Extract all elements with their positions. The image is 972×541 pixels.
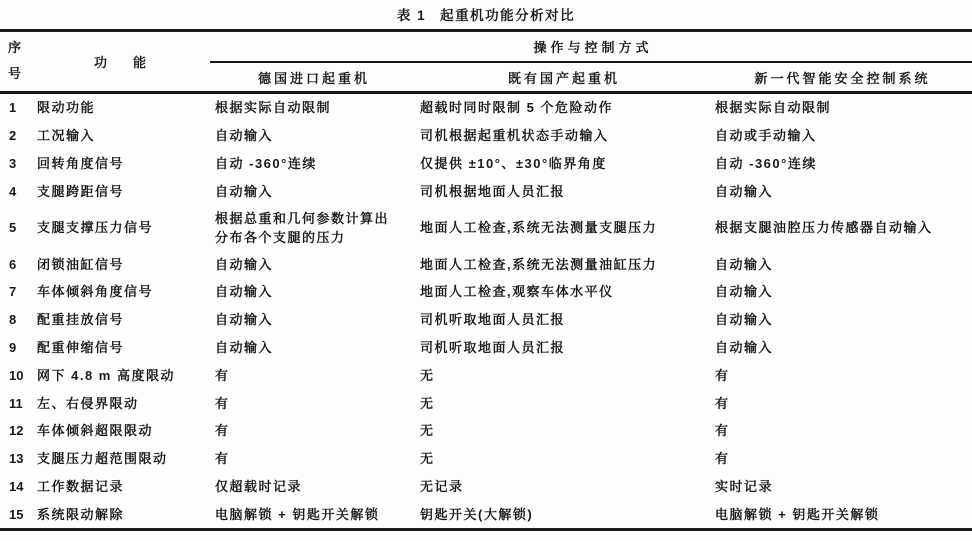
table-header-row: [0, 32, 972, 91]
cell-new-system: 自动输入: [715, 183, 774, 199]
table-row: [0, 500, 972, 528]
table-row: [0, 445, 972, 473]
column-header-domestic-crane: [415, 63, 710, 91]
cell-new-system: 自动输入: [715, 256, 774, 272]
cell-domestic-crane: 司机听取地面人员汇报: [420, 312, 566, 328]
table-row: [0, 334, 972, 362]
cell-seq-number: 6: [9, 256, 17, 272]
cell-function: 支腿压力超范围限动: [37, 451, 168, 467]
cell-german-crane: 电脑解锁 + 钥匙开关解锁: [215, 506, 380, 522]
cell-function: 支腿跨距信号: [37, 183, 125, 199]
column-header-seq: [0, 32, 30, 91]
cell-new-system: 电脑解锁 + 钥匙开关解锁: [715, 506, 880, 522]
table-row: [0, 177, 972, 205]
table-row: [0, 361, 972, 389]
table-row: [0, 150, 972, 178]
table-row: [0, 94, 972, 122]
cell-german-crane: 仅超载时记录: [215, 478, 303, 494]
cell-function: 工况输入: [37, 128, 96, 144]
table-caption-number: 表 1: [396, 8, 427, 23]
cell-domestic-crane: 司机听取地面人员汇报: [420, 339, 566, 355]
cell-domestic-crane: 司机根据起重机状态手动输入: [420, 128, 609, 144]
cell-german-crane: 自动输入: [215, 128, 274, 144]
cell-new-system: 实时记录: [715, 478, 774, 494]
cell-function: 回转角度信号: [37, 155, 125, 171]
cell-german-crane: 自动输入: [215, 284, 274, 300]
column-header-new-system-label: 新一代智能安全控制系统: [754, 70, 931, 86]
cell-function: 车体倾斜超限限动: [37, 423, 154, 439]
cell-function: 支腿支撑压力信号: [37, 220, 154, 236]
cell-new-system: 根据支腿油腔压力传感器自动输入: [715, 220, 933, 236]
cell-domestic-crane: 地面人工检查,观察车体水平仪: [420, 284, 614, 300]
column-group-operation-control: [210, 32, 972, 91]
cell-domestic-crane: 地面人工检查,系统无法测量支腿压力: [420, 220, 658, 236]
table-row: [0, 473, 972, 501]
cell-german-crane: 有: [215, 367, 230, 383]
cell-german-crane: 自动输入: [215, 256, 274, 272]
cell-german-crane: 根据实际自动限制: [215, 100, 332, 116]
cell-function: 系统限动解除: [37, 506, 125, 522]
table-body: [0, 94, 972, 528]
cell-seq-number: 2: [9, 128, 17, 144]
table-caption: [0, 5, 972, 29]
column-header-german-crane-label: 德国进口起重机: [257, 70, 370, 86]
cell-domestic-crane: 无: [420, 395, 435, 411]
cell-new-system: 自动输入: [715, 284, 774, 300]
column-header-german-crane: [210, 63, 415, 91]
cell-seq-number: 3: [9, 155, 17, 171]
cell-seq-number: 12: [9, 423, 24, 439]
cell-function: 左、右侵界限动: [37, 395, 139, 411]
cell-seq-number: 1: [9, 100, 17, 116]
cell-domestic-crane: 无记录: [420, 478, 464, 494]
cell-seq-number: 10: [9, 367, 24, 383]
column-header-function-label: 功能: [93, 55, 172, 70]
cell-domestic-crane: 钥匙开关(大解锁): [420, 506, 534, 522]
cell-function: 网下 4.8 m 高度限动: [37, 367, 175, 383]
column-header-function: [30, 32, 210, 91]
cell-function: 闭锁油缸信号: [37, 256, 125, 272]
table-row: [0, 205, 972, 250]
cell-seq-number: 14: [9, 478, 24, 494]
sub-column-headers: [210, 63, 972, 91]
column-header-domestic-crane-label: 既有国产起重机: [507, 70, 620, 86]
cell-seq-number: 9: [9, 339, 17, 355]
cell-seq-number: 13: [9, 451, 24, 467]
cell-domestic-crane: 无: [420, 423, 435, 439]
table-row: [0, 389, 972, 417]
cell-domestic-crane: 超载时同时限制 5 个危险动作: [420, 100, 613, 116]
cell-german-crane: 自动 -360°连续: [215, 155, 317, 171]
cell-new-system: 自动或手动输入: [715, 128, 817, 144]
cell-domestic-crane: 地面人工检查,系统无法测量油缸压力: [420, 256, 658, 272]
cell-function: 配重挂放信号: [37, 312, 125, 328]
cell-domestic-crane: 司机根据地面人员汇报: [420, 183, 566, 199]
cell-german-crane: 有: [215, 451, 230, 467]
cell-german-crane: 自动输入: [215, 339, 274, 355]
cell-seq-number: 11: [9, 395, 23, 411]
table-bottom-rule: [0, 528, 972, 531]
cell-new-system: 自动 -360°连续: [715, 155, 817, 171]
column-group-title: [210, 32, 972, 61]
table-row: [0, 306, 972, 334]
cell-function: 配重伸缩信号: [37, 339, 125, 355]
cell-new-system: 有: [715, 395, 730, 411]
cell-new-system: 根据实际自动限制: [715, 100, 832, 116]
cell-german-crane: 有: [215, 423, 230, 439]
cell-german-crane: 自动输入: [215, 312, 274, 328]
cell-domestic-crane: 无: [420, 451, 435, 467]
cell-domestic-crane: 仅提供 ±10°、±30°临界角度: [420, 155, 607, 171]
cell-function: 车体倾斜角度信号: [37, 284, 154, 300]
cell-seq-number: 8: [9, 312, 17, 328]
cell-new-system: 有: [715, 423, 730, 439]
cell-domestic-crane: 无: [420, 367, 435, 383]
cell-seq-number: 7: [9, 284, 17, 300]
column-group-title-label: 操作与控制方式: [533, 40, 653, 55]
cell-seq-number: 4: [9, 183, 17, 199]
cell-seq-number: 15: [9, 506, 24, 522]
cell-new-system: 有: [715, 367, 730, 383]
cell-seq-number: 5: [9, 220, 17, 236]
cell-new-system: 自动输入: [715, 312, 774, 328]
table-row: [0, 250, 972, 278]
cell-new-system: 有: [715, 451, 730, 467]
cell-function: 工作数据记录: [37, 478, 125, 494]
table-caption-title: 起重机功能分析对比: [440, 8, 576, 23]
table-row: [0, 122, 972, 150]
cell-german-crane: 有: [215, 395, 230, 411]
table-row: [0, 278, 972, 306]
cell-german-crane: 根据总重和几何参数计算出分布各个支腿的压力: [215, 210, 390, 245]
cell-german-crane: 自动输入: [215, 183, 274, 199]
column-header-new-system: [710, 63, 972, 91]
cell-new-system: 自动输入: [715, 339, 774, 355]
column-header-seq-label: 序号: [8, 40, 22, 81]
table-row: [0, 417, 972, 445]
cell-function: 限动功能: [37, 100, 96, 116]
